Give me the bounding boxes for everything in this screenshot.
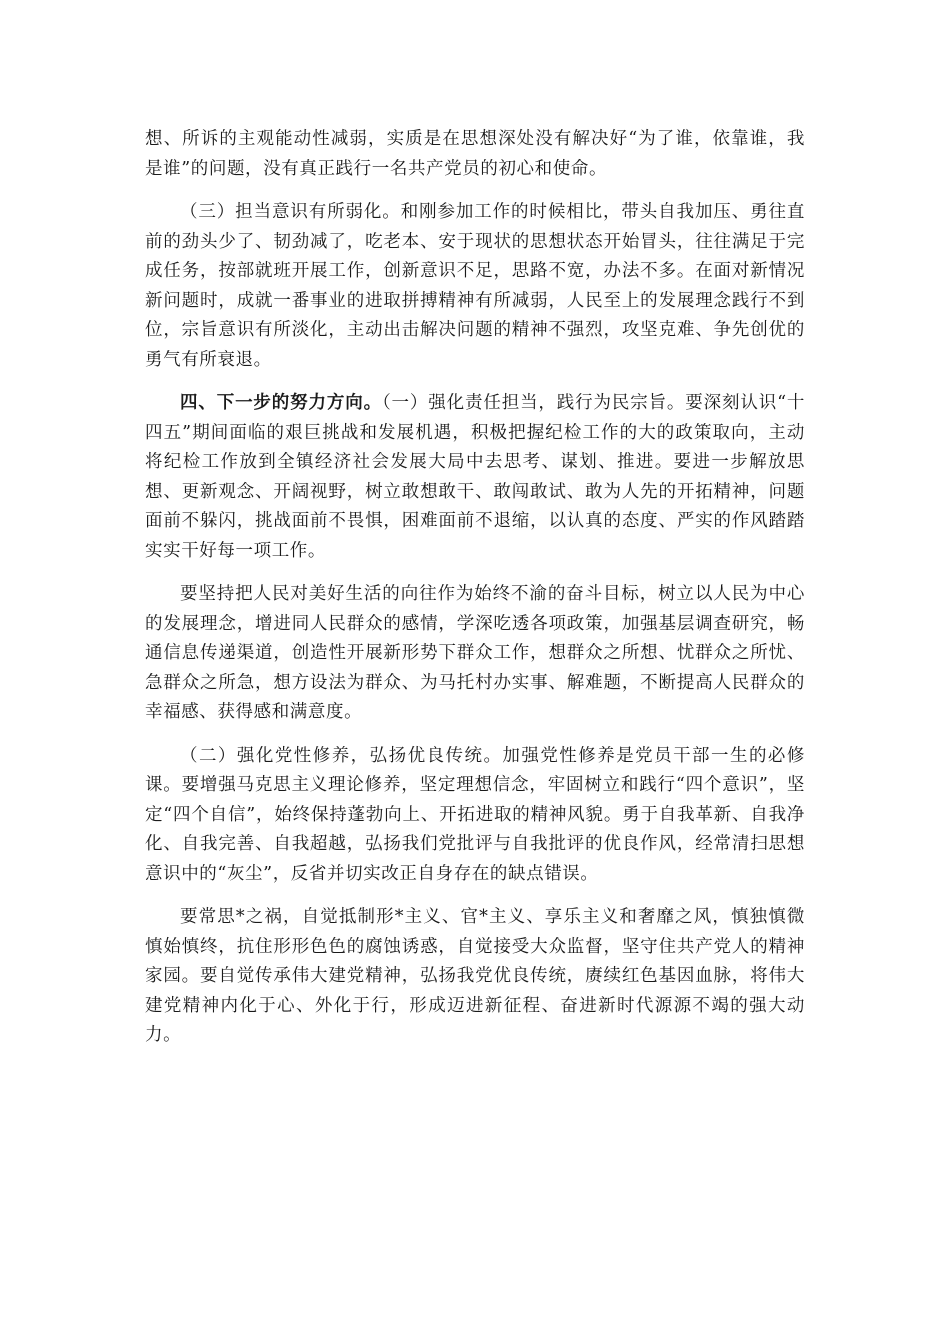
paragraph-text: （二）强化党性修养，弘扬优良传统。加强党性修养是党员干部一生的必修课。要增强马克思主义理论修养，坚定理想信念，牢固树立和践行“四个意识”，坚定“四个自信”，始终保持蓬勃向上、开拓进取的精神风貌。勇于自我革新、自我净化、自我完善、自我超越，弘扬我们党批评与自我批评的优良作风，经常清扫思想意识中的“灰尘”，反省并切实改正自身存在的缺点错误。 — [145, 745, 805, 884]
paragraph-section-four — [145, 389, 805, 566]
paragraph-integrity — [145, 903, 805, 1051]
paragraph-text: （三）担当意识有所弱化。和刚参加工作的时候相比，带头自我加压、勇往直前的劲头少了、韧劲减了，吃老本、安于现状的思想状态开始冒头，往往满足于完成任务，按部就班开展工作，创新意识不足，思路不宽，办法不多。在面对新情况新问题时，成就一番事业的进取拼搏精神有所减弱，人民至上的发展理念践行不到位，宗旨意识有所淡化，主动出击解决问题的精神不强烈，攻坚克难、争先创优的勇气有所衰退。 — [145, 202, 805, 370]
paragraph-text: 想、所诉的主观能动性减弱，实质是在思想深处没有解决好“为了谁，依靠谁，我是谁”的问题，没有真正践行一名共产党员的初心和使命。 — [145, 129, 805, 179]
paragraph-responsibility-weakened — [145, 198, 805, 375]
paragraph-people-centered — [145, 580, 805, 728]
paragraph-text: （一）强化责任担当，践行为民宗旨。要深刻认识“十四五”期间面临的艰巨挑战和发展机遇，积极把握纪检工作的大的政策取向，主动将纪检工作放到全镇经济社会发展大局中去思考、谋划、推进。要进一步解放思想、更新观念、开阔视野，树立敢想敢干、敢闯敢试、敢为人先的开拓精神，问题面前不躲闪，挑战面前不畏惧，困难面前不退缩，以认真的态度、严实的作风踏踏实实干好每一项工作。 — [145, 393, 805, 561]
paragraph-continuation — [145, 125, 805, 184]
paragraph-text: 要坚持把人民对美好生活的向往作为始终不渝的奋斗目标，树立以人民为中心的发展理念，增进同人民群众的感情，学深吃透各项政策，加强基层调查研究，畅通信息传递渠道，创造性开展新形势下群众工作，想群众之所想、忧群众之所忧、急群众之所急，想方设法为群众、为马托村办实事、解难题，不断提高人民群众的幸福感、获得感和满意度。 — [145, 584, 805, 722]
paragraph-party-spirit — [145, 742, 805, 890]
document-body — [145, 125, 805, 1065]
section-heading: 四、下一步的努力方向。 — [180, 393, 382, 413]
paragraph-text: 要常思*之祸，自觉抵制形*主义、官*主义、享乐主义和奢靡之风，慎独慎微慎始慎终，抗住形形色色的腐蚀诱惑，自觉接受大众监督，坚守住共产党人的精神家园。要自觉传承伟大建党精神，弘扬我党优良传统，赓续红色基因血脉，将伟大建党精神内化于心、外化于行，形成迈进新征程、奋进新时代源源不竭的强大动力。 — [145, 907, 805, 1045]
